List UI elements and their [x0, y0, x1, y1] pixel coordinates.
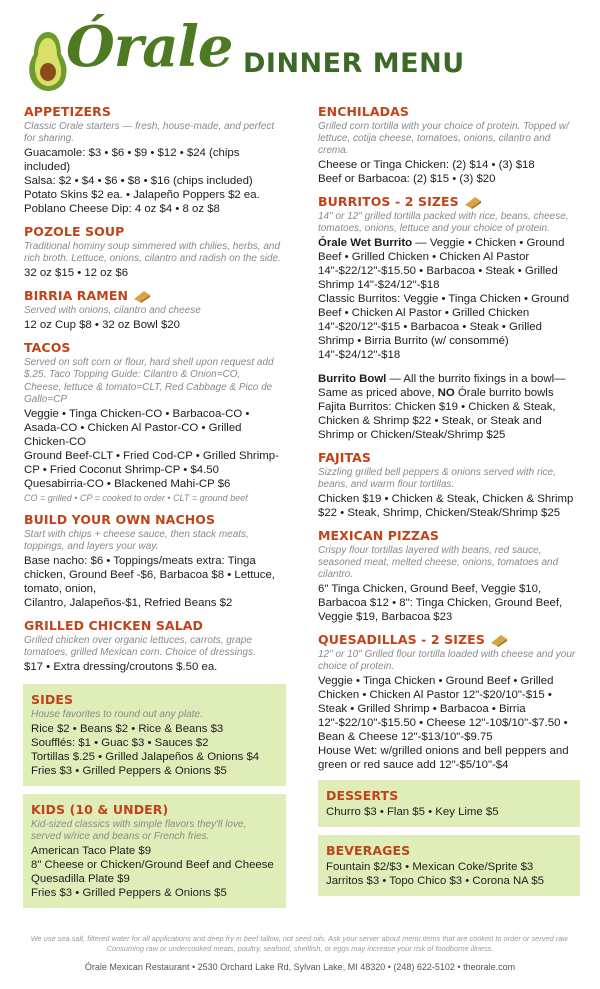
left-column [24, 104, 286, 916]
section-description: Grilled corn tortilla with your choice of protein. Topped w/ lettuce, cotija cheese, tomatoes, onions, cilantro and crema. [318, 121, 569, 156]
burrito-bowl-no: NO [437, 387, 455, 399]
section-heading: GRILLED CHICKEN SALAD [24, 618, 204, 633]
birria-section [24, 288, 286, 332]
fajitas-section [318, 450, 580, 520]
menu-item: Fajita Burritos: Chicken $19 • Chicken & Steak, Chicken & Shrimp $22 • Steak, or Steak and Shrimp or Chicken/Steak/Shrimp $25 [318, 401, 556, 441]
menu-item: Base nacho: $6 • Toppings/meats extra: Tinga chicken, Ground Beef -$6, Barbacoa $8 • Lettuce, tomato, onion, [24, 555, 275, 595]
section-heading: POZOLE SOUP [24, 224, 125, 239]
menu-item: $17 • Extra dressing/croutons $.50 ea. [24, 661, 218, 673]
taco-legend-note: CO = grilled • CP = cooked to order • CLT = ground beef [24, 493, 248, 503]
section-heading-text: BURRITOS - 2 SIZES [318, 194, 459, 209]
section-description: 14" or 12" grilled tortilla packed with rice, beans, cheese, tomatoes, onions, lettuce and your choice of protein. [318, 211, 569, 234]
section-heading: BEVERAGES [326, 843, 411, 858]
menu-item: Fries $3 • Grilled Peppers & Onions $5 [31, 765, 227, 777]
burrito-bowl-details-a: — All the burrito fixings in a bowl— Same as priced above, [318, 373, 566, 399]
menu-item: 32 oz $15 • 12 oz $6 [24, 267, 129, 279]
nachos-section [24, 512, 286, 610]
section-description: Crispy flour tortillas layered with beans, red sauce, seasoned meat, melted cheese, onions, tomatoes and cilantro. [318, 545, 559, 580]
section-heading: FAJITAS [318, 450, 372, 465]
right-column [318, 104, 580, 904]
menu-item: Churro $3 • Flan $5 • Key Lime $5 [326, 806, 499, 818]
quesadillas-section [318, 632, 580, 772]
menu-item: Rice $2 • Beans $2 • Rice & Beans $3 [31, 723, 224, 735]
pizzas-section [318, 528, 580, 624]
tacos-section [24, 340, 286, 503]
menu-item: Guacamole: $3 • $6 • $9 • $12 • $24 (chips included) [24, 147, 240, 173]
menu-item: Ground Beef-CLT • Fried Cod-CP • Grilled Shrimp-CP • Fried Coconut Shrimp-CP • $4.50 [24, 450, 279, 476]
wet-burrito-label: Órale Wet Burrito [318, 237, 413, 249]
section-heading-text: BIRRIA RAMEN [24, 288, 129, 303]
section-heading [24, 288, 286, 303]
burrito-icon [463, 195, 483, 209]
menu-item [318, 236, 580, 292]
menu-item: Poblano Cheese Dip: 4 oz $4 • 8 oz $8 [24, 203, 220, 215]
page-title: DINNER MENU [243, 48, 465, 79]
wet-burrito-details: — Veggie • Chicken • Ground Beef • Grilled Chicken • Chicken Al Pastor 14"-$22/12"-$15.50 • Barbacoa • Steak • Grilled Shrimp 14"-$24/12"-$18 [318, 237, 565, 291]
sides-box [23, 684, 286, 786]
section-description: 12" or 10" Grilled flour tortilla loaded with cheese and your choice of protein. [318, 649, 576, 672]
menu-item: Beef or Barbacoa: (2) $15 • (3) $20 [318, 173, 496, 185]
section-description: Sizzling grilled bell peppers & onions served with rice, beans, and warm flour tortillas. [318, 467, 556, 490]
burrito-bowl-details-b: Órale burrito bowls [454, 387, 554, 399]
section-heading: TACOS [24, 340, 71, 355]
menu-item: Fries $3 • Grilled Peppers & Onions $5 [31, 887, 227, 899]
menu-item: Veggie • Tinga Chicken-CO • Barbacoa-CO • Asada-CO • Chicken Al Pastor-CO • Grilled Chicken-CO [24, 408, 250, 448]
section-description: Kid-sized classics with simple flavors they'll love, served w/rice and beans or French fries. [31, 819, 247, 842]
menu-item: Cheese or Tinga Chicken: (2) $14 • (3) $18 [318, 159, 535, 171]
section-description: Cheese, lettuce & tomato=CLT, Red Cabbage & Pico de Gallo=CP [24, 382, 273, 405]
quesadilla-icon [489, 633, 509, 647]
menu-item: Tortillas $.25 • Grilled Jalapeños & Onions $4 [31, 751, 260, 763]
menu-item: Quesabirria-CO • Blackened Mahi-CP $6 [24, 478, 231, 490]
burrito-bowl-label: Burrito Bowl [318, 373, 387, 385]
section-description: Served with onions, cilantro and cheese [24, 305, 201, 316]
section-description: House favorites to round out any plate. [31, 709, 203, 720]
section-description: Served on soft corn or flour, hard shell upon request add $.25. Taco Topping Guide: Cilantro & Onion=CO, [24, 357, 274, 380]
menu-item: Soufflés: $1 • Guac $3 • Sauces $2 [31, 737, 209, 749]
menu-item: Jarritos $3 • Topo Chico $3 • Corona NA $5 [326, 875, 544, 887]
menu-item: Potato Skins $2 ea. • Jalapeño Poppers $2 ea. [24, 189, 260, 201]
menu-item: Veggie • Tinga Chicken • Ground Beef • Grilled Chicken • Chicken Al Pastor 12"-$20/10"-$15 • Steak • Grilled Shrimp • Barbacoa • Birria 12"-$22/10"-$15.50 • Cheese 12"-10$/10"-$7.50 • Bean & Cheese 12"-$13/10"-$9.75 [318, 675, 568, 743]
restaurant-address: Órale Mexican Restaurant • 2530 Orchard Lake Rd, Sylvan Lake, MI 48320 • (248) 622-5102 • theorale.com [84, 962, 516, 972]
appetizers-section [24, 104, 286, 216]
menu-item: Salsa: $2 • $4 • $6 • $8 • $16 (chips included) [24, 175, 253, 187]
section-description: Traditional hominy soup simmered with chilies, herbs, and rich broth. Lettuce, onions, cilantro and radish on the side. [24, 241, 281, 264]
menu-header [0, 0, 600, 100]
section-heading [318, 194, 580, 209]
menu-item: 12 oz Cup $8 • 32 oz Bowl $20 [24, 319, 180, 331]
pozole-section [24, 224, 286, 280]
desserts-box [318, 780, 580, 827]
section-heading: KIDS (10 & UNDER) [31, 802, 169, 817]
enchiladas-section [318, 104, 580, 186]
new-item-icon [132, 289, 152, 303]
salad-section [24, 618, 286, 674]
logo-wordmark: Órale [66, 14, 233, 80]
kids-box [23, 794, 286, 908]
menu-item: American Taco Plate $9 [31, 845, 152, 857]
menu-item: 6" Tinga Chicken, Ground Beef, Veggie $10, Barbacoa $12 • 8": Tinga Chicken, Ground Beef, Veggie $19, Barbacoa $23 [318, 583, 563, 623]
spacer [318, 362, 580, 372]
allergy-disclaimer: We use sea salt, filtered water for all applications and deep fry in beef tallow, not seed oils. Ask your server about menu items that are cooked to order or served raw. Consuming raw or undercooked meats, poultry, seafood, shellfish, or eggs may increase your risk of foodborne illness. [30, 934, 570, 953]
section-heading: ENCHILADAS [318, 104, 409, 119]
menu-item: Cilantro, Jalapeños-$1, Refried Beans $2 [24, 597, 233, 609]
section-heading: MEXICAN PIZZAS [318, 528, 439, 543]
section-description: Classic Orale starters — fresh, house-made, and perfect for sharing. [24, 121, 275, 144]
section-description: Grilled chicken over organic lettuces, carrots, grape tomatoes, grilled Mexican corn. Choice of dressings. [24, 635, 256, 658]
section-heading: BUILD YOUR OWN NACHOS [24, 512, 216, 527]
menu-item: Fountain $2/$3 • Mexican Coke/Sprite $3 [326, 861, 534, 873]
section-heading: APPETIZERS [24, 104, 111, 119]
avocado-logo-icon [28, 30, 68, 92]
section-heading: DESSERTS [326, 788, 399, 803]
menu-item: Classic Burritos: Veggie • Tinga Chicken • Ground Beef • Chicken Al Pastor • Grilled Chicken 14"-$20/12"-$15 • Barbacoa • Steak • Grilled Shrimp • Birria Burrito (w/ consommé) 14"-$24/12"-$18 [318, 293, 570, 361]
menu-item [318, 372, 580, 400]
section-heading [318, 632, 580, 647]
burritos-section [318, 194, 580, 442]
menu-item: 8" Cheese or Chicken/Ground Beef and Cheese Quesadilla Plate $9 [31, 859, 274, 885]
beverages-box [318, 835, 580, 896]
section-description: Start with chips + cheese sauce, then stack meats, toppings, and layers your way. [24, 529, 249, 552]
section-heading-text: QUESADILLAS - 2 SIZES [318, 632, 485, 647]
menu-item: Chicken $19 • Chicken & Steak, Chicken & Shrimp $22 • Steak, Shrimp, Chicken/Steak/Shrimp $25 [318, 493, 574, 519]
menu-item: House Wet: w/grilled onions and bell peppers and green or red sauce add 12"-$5/10"-$4 [318, 745, 569, 771]
section-heading: SIDES [31, 692, 74, 707]
